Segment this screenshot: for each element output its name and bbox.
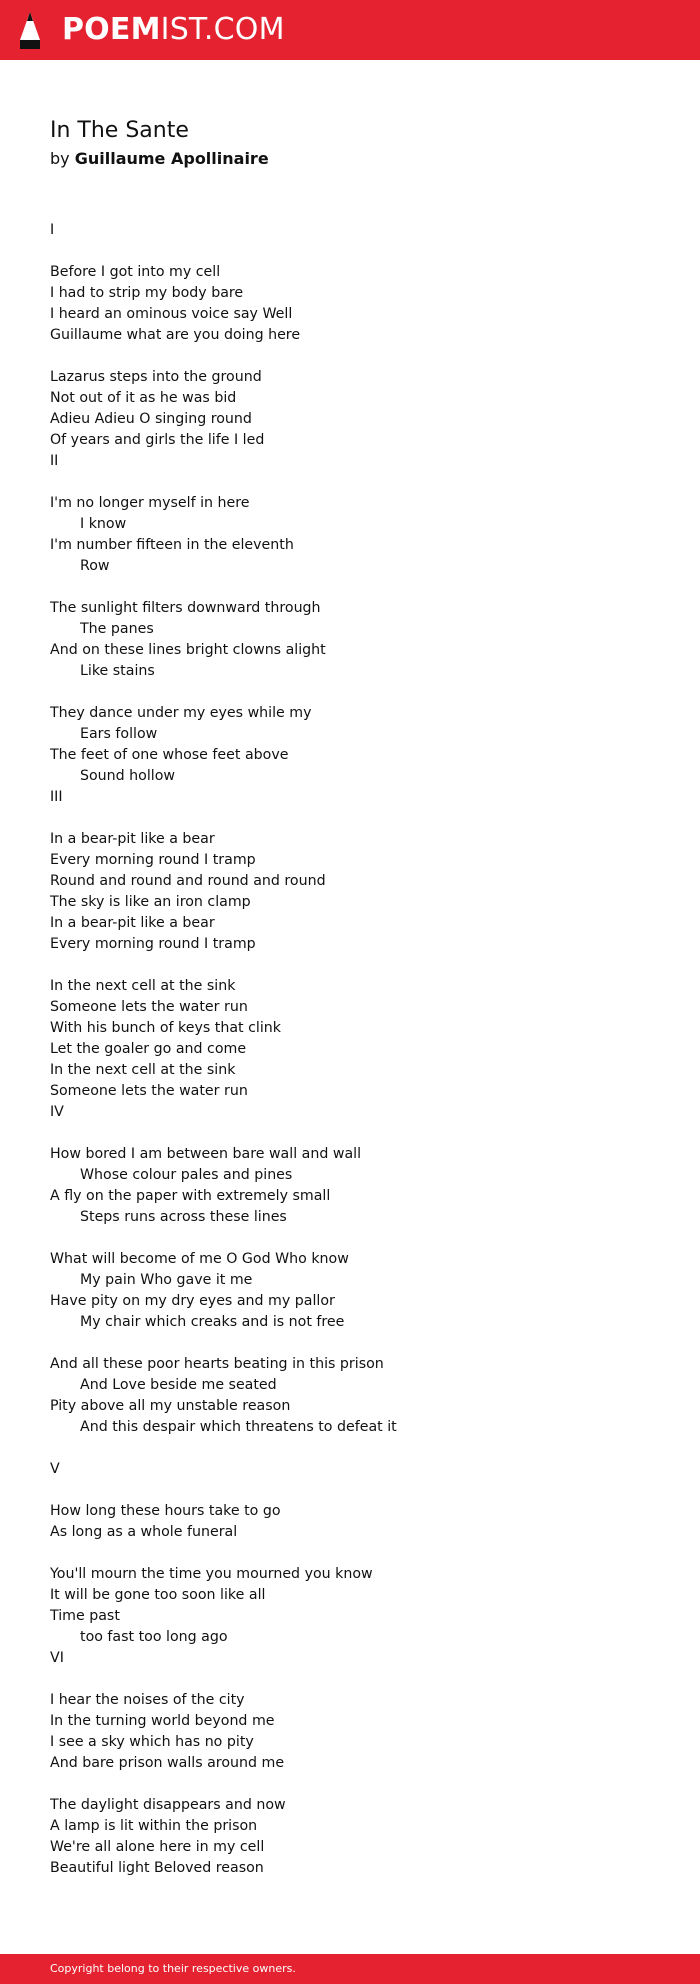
poem-line: I know bbox=[80, 516, 127, 532]
poem-line: Beautiful light Beloved reason bbox=[50, 1860, 264, 1876]
poem-body bbox=[50, 220, 670, 1879]
poem-line: The feet of one whose feet above bbox=[50, 747, 289, 763]
poem-line: too fast too long ago bbox=[80, 1629, 228, 1645]
poem-line: I heard an ominous voice say Well bbox=[50, 306, 293, 322]
poem-line: Steps runs across these lines bbox=[80, 1209, 287, 1225]
poem-line: A fly on the paper with extremely small bbox=[50, 1188, 331, 1204]
poem-line: Every morning round I tramp bbox=[50, 936, 256, 952]
site-header bbox=[0, 0, 700, 60]
poem-line: How bored I am between bare wall and wall bbox=[50, 1146, 362, 1162]
poem-line: They dance under my eyes while my bbox=[50, 705, 312, 721]
poem-line: And Love beside me seated bbox=[80, 1377, 277, 1393]
stanza-break bbox=[50, 1543, 670, 1564]
poem-line: Not out of it as he was bid bbox=[50, 390, 237, 406]
poem-line: I hear the noises of the city bbox=[50, 1692, 245, 1708]
poem-line: My pain Who gave it me bbox=[80, 1272, 253, 1288]
poem-line: With his bunch of keys that clink bbox=[50, 1020, 281, 1036]
stanza-break bbox=[50, 1438, 670, 1459]
poem-line: And bare prison walls around me bbox=[50, 1755, 285, 1771]
poem-line: Sound hollow bbox=[80, 768, 176, 784]
poem-line: II bbox=[50, 453, 59, 469]
poem-line: We're all alone here in my cell bbox=[50, 1839, 265, 1855]
poem-line: My chair which creaks and is not free bbox=[80, 1314, 345, 1330]
stanza-break bbox=[50, 241, 670, 262]
poem-line: V bbox=[50, 1461, 60, 1477]
site-logo[interactable] bbox=[62, 11, 285, 49]
poem-line: I'm no longer myself in here bbox=[50, 495, 250, 511]
poem-line: I see a sky which has no pity bbox=[50, 1734, 254, 1750]
poem-line: The panes bbox=[80, 621, 154, 637]
stanza-break bbox=[50, 1480, 670, 1501]
poem-line: Lazarus steps into the ground bbox=[50, 369, 262, 385]
poem-line: In a bear-pit like a bear bbox=[50, 915, 215, 931]
poem-line: Like stains bbox=[80, 663, 155, 679]
poem-line: Row bbox=[80, 558, 110, 574]
poem-line: Before I got into my cell bbox=[50, 264, 221, 280]
poem-line: The sunlight filters downward through bbox=[50, 600, 321, 616]
poem-line: How long these hours take to go bbox=[50, 1503, 281, 1519]
stanza-break bbox=[50, 1123, 670, 1144]
stanza-break bbox=[50, 1228, 670, 1249]
poem-author[interactable]: Guillaume Apollinaire bbox=[74, 149, 269, 168]
poem-line: Of years and girls the life I led bbox=[50, 432, 265, 448]
poem-line: The daylight disappears and now bbox=[50, 1797, 286, 1813]
stanza-break bbox=[50, 1774, 670, 1795]
poem-line: Every morning round I tramp bbox=[50, 852, 256, 868]
poem-line: Let the goaler go and come bbox=[50, 1041, 247, 1057]
logo-bold-text: POEM bbox=[62, 12, 161, 47]
poem-byline bbox=[50, 148, 269, 170]
stanza-break bbox=[50, 1669, 670, 1690]
poem-line: Whose colour pales and pines bbox=[80, 1167, 293, 1183]
poem-line: Time past bbox=[50, 1608, 120, 1624]
poem-line: Have pity on my dry eyes and my pallor bbox=[50, 1293, 335, 1309]
poem-line: You'll mourn the time you mourned you know bbox=[50, 1566, 373, 1582]
pencil-tip-icon[interactable] bbox=[18, 10, 42, 50]
poem-line: In a bear-pit like a bear bbox=[50, 831, 215, 847]
stanza-break bbox=[50, 1333, 670, 1354]
poem-line: It will be gone too soon like all bbox=[50, 1587, 266, 1603]
stanza-break bbox=[50, 346, 670, 367]
poem-line: A lamp is lit within the prison bbox=[50, 1818, 258, 1834]
copyright-text: Copyright belong to their respective owners. bbox=[50, 1962, 296, 1975]
poem-line: I'm number fifteen in the eleventh bbox=[50, 537, 294, 553]
logo-light-text: IST.COM bbox=[160, 12, 285, 47]
stanza-break bbox=[50, 577, 670, 598]
poem-line: VI bbox=[50, 1650, 64, 1666]
poem-line: And all these poor hearts beating in this prison bbox=[50, 1356, 384, 1372]
poem-line: Ears follow bbox=[80, 726, 158, 742]
poem-line: As long as a whole funeral bbox=[50, 1524, 238, 1540]
poem-line: Someone lets the water run bbox=[50, 1083, 248, 1099]
poem-line: Round and round and round and round bbox=[50, 873, 326, 889]
poem-line: What will become of me O God Who know bbox=[50, 1251, 349, 1267]
poem-line: And this despair which threatens to defeat it bbox=[80, 1419, 397, 1435]
stanza-break bbox=[50, 682, 670, 703]
stanza-break bbox=[50, 955, 670, 976]
by-label: by bbox=[50, 149, 70, 168]
poem-line: And on these lines bright clowns alight bbox=[50, 642, 326, 658]
poem-line: IV bbox=[50, 1104, 64, 1120]
poem-line: Pity above all my unstable reason bbox=[50, 1398, 291, 1414]
stanza-break bbox=[50, 472, 670, 493]
poem-line: In the turning world beyond me bbox=[50, 1713, 275, 1729]
poem-line: Guillaume what are you doing here bbox=[50, 327, 301, 343]
site-footer bbox=[0, 1954, 700, 1984]
poem-line: Someone lets the water run bbox=[50, 999, 248, 1015]
poem-line: The sky is like an iron clamp bbox=[50, 894, 251, 910]
poem-line: I bbox=[50, 222, 55, 238]
poem-line: III bbox=[50, 789, 63, 805]
stanza-break bbox=[50, 808, 670, 829]
poem-title: In The Sante bbox=[50, 118, 189, 143]
poem-line: In the next cell at the sink bbox=[50, 978, 236, 994]
poem-line: I had to strip my body bare bbox=[50, 285, 244, 301]
poem-line: In the next cell at the sink bbox=[50, 1062, 236, 1078]
poem-line: Adieu Adieu O singing round bbox=[50, 411, 252, 427]
